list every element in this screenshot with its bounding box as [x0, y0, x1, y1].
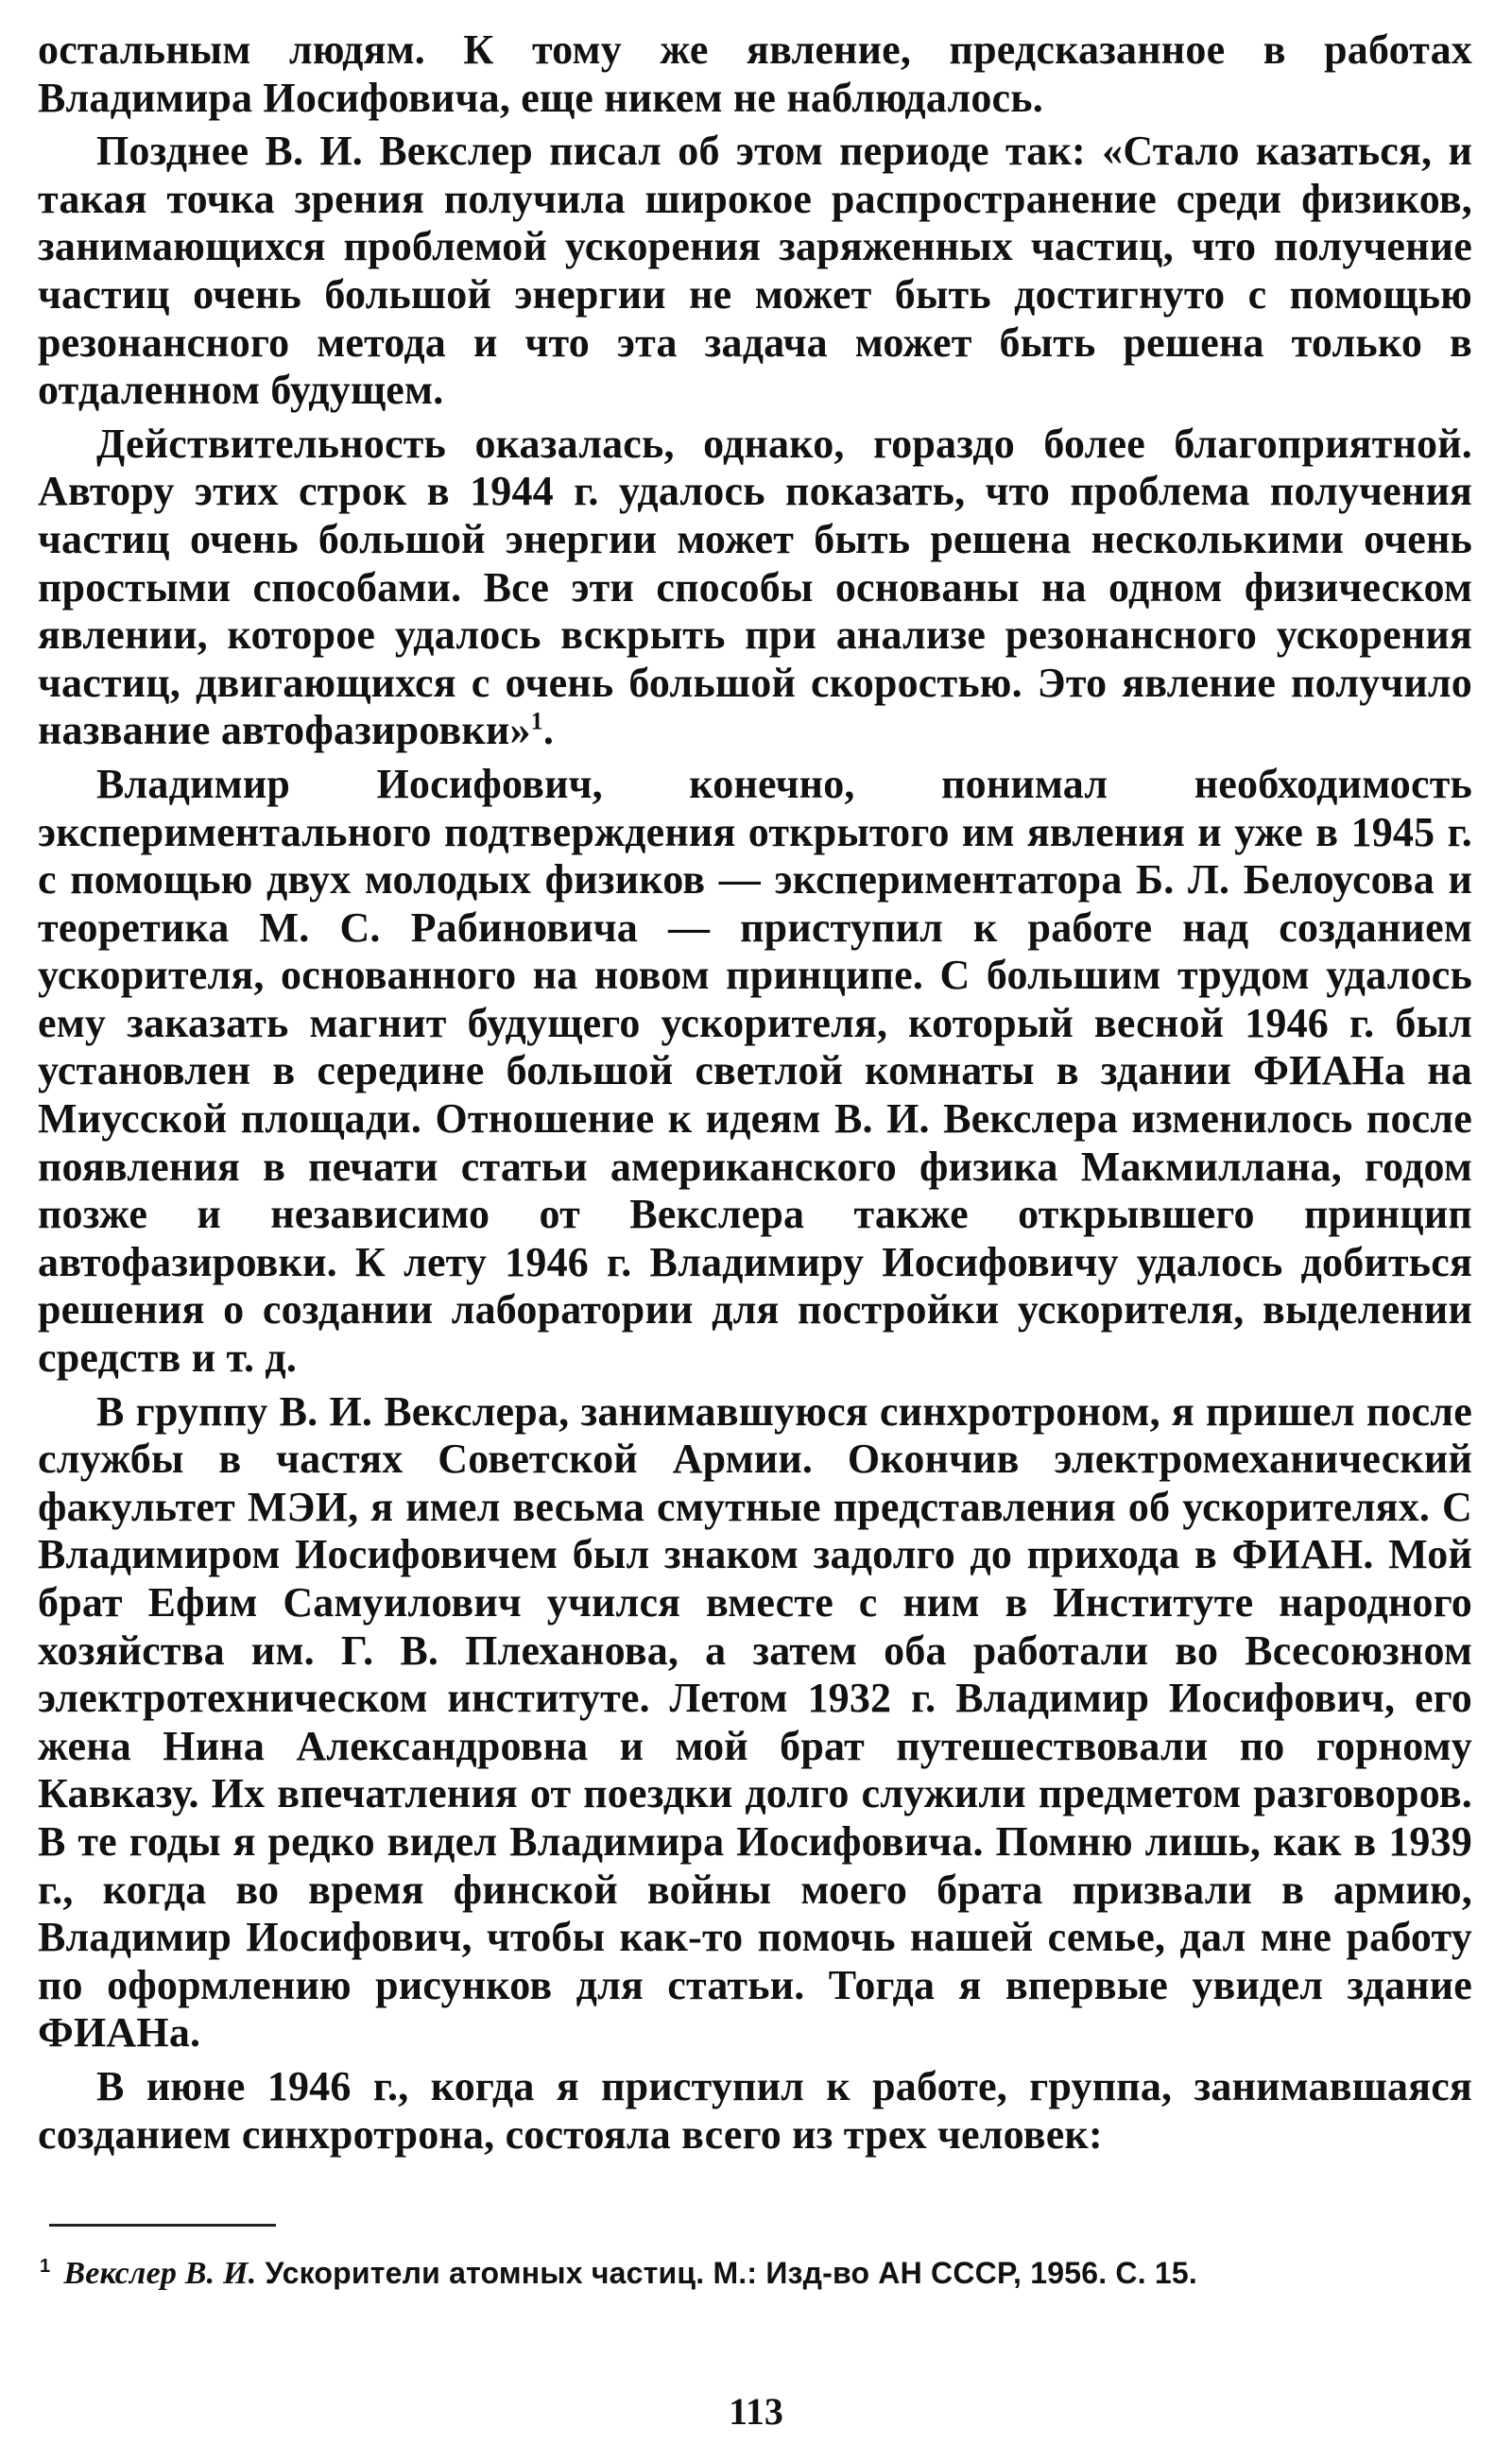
paragraph-2	[38, 128, 1472, 415]
page-body	[38, 26, 1472, 2159]
paragraph-3-end: .	[542, 707, 555, 754]
paragraph-3-text: Действительность оказалась, однако, гораздо более благоприятной. Автору этих строк в 1944 г. удалось показать, что проблема получения частиц очень большой энергии может быть решена несколькими очень простыми способами. Все эти способы основаны на одном физическом явлении, которое удалось вскрыть при анализе резонансного ускорения частиц, двигающихся с очень большой скоростью. Это явление получило название автофазировки»	[38, 420, 1472, 754]
footnote-author: Векслер В. И.	[63, 2256, 257, 2291]
footnote-mark: 1	[40, 2256, 51, 2278]
paragraph-6-text: В июне 1946 г., когда я приступил к работе, группа, занимавшаяся созданием синхротрона, состояла всего из трех человек:	[38, 2062, 1472, 2158]
footnote-reference: 1	[530, 707, 543, 735]
paragraph-6	[38, 2063, 1472, 2159]
paragraph-5-text: В группу В. И. Векслера, занимавшуюся синхротроном, я пришел после службы в частях Советской Армии. Окончив электромеханический факультет МЭИ, я имел весьма смутные представления об ускорителях. С Владимиром Иосифовичем был знаком задолго до прихода в ФИАН. Мой брат Ефим Самуилович учился вместе с ним в Институте народного хозяйства им. Г. В. Плеханова, а затем оба работали во Всесоюзном электротехническом институте. Летом 1932 г. Владимир Иосифович, его жена Нина Александровна и мой брат путешествовали по горному Кавказу. Их впечатления от поездки долго служили предметом разговоров. В те годы я редко видел Владимира Иосифовича. Помню лишь, как в 1939 г., когда во время финской войны моего брата призвали в армию, Владимир Иосифович, чтобы как-то помочь нашей семье, дал мне работу по оформлению рисунков для статьи. Тогда я впервые увидел здание ФИАНа.	[38, 1387, 1472, 2057]
page-number: 113	[729, 2390, 783, 2433]
paragraph-4	[38, 761, 1472, 1383]
paragraph-2-text: Позднее В. И. Векслер писал об этом периоде так: «Стало казаться, и такая точка зрения получила широкое распространение среди физиков, занимающихся проблемой ускорения заряженных частиц, что получение частиц очень большой энергии не может быть достигнуто с помощью резонансного метода и что эта задача может быть решена только в отдаленном будущем.	[38, 128, 1472, 414]
paragraph-3	[38, 421, 1472, 755]
paragraph-1	[38, 26, 1472, 122]
footnote-text: Ускорители атомных частиц. М.: Изд-во АН СССР, 1956. С. 15.	[265, 2256, 1197, 2290]
paragraph-5	[38, 1388, 1472, 2057]
paragraph-1-text: остальным людям. К тому же явление, предсказанное в работах Владимира Иосифовича, еще никем не наблюдалось.	[38, 26, 1472, 121]
footnote	[38, 2254, 1472, 2293]
footnote-divider	[49, 2224, 276, 2227]
paragraph-4-text: Владимир Иосифович, конечно, понимал необходимость экспериментального подтверждения открытого им явления и уже в 1945 г. с помощью двух молодых физиков — экспериментатора Б. Л. Белоусова и теоретика М. С. Рабиновича — приступил к работе над созданием ускорителя, основанного на новом принципе. С большим трудом удалось ему заказать магнит будущего ускорителя, который весной 1946 г. был установлен в середине большой светлой комнаты в здании ФИАНа на Миусской площади. Отношение к идеям В. И. Векслера изменилось после появления в печати статьи американского физика Макмиллана, годом позже и независимо от Векслера также открывшего принцип автофазировки. К лету 1946 г. Владимиру Иосифовичу удалось добиться решения о создании лаборатории для постройки ускорителя, выделении средств и т. д.	[38, 760, 1472, 1382]
